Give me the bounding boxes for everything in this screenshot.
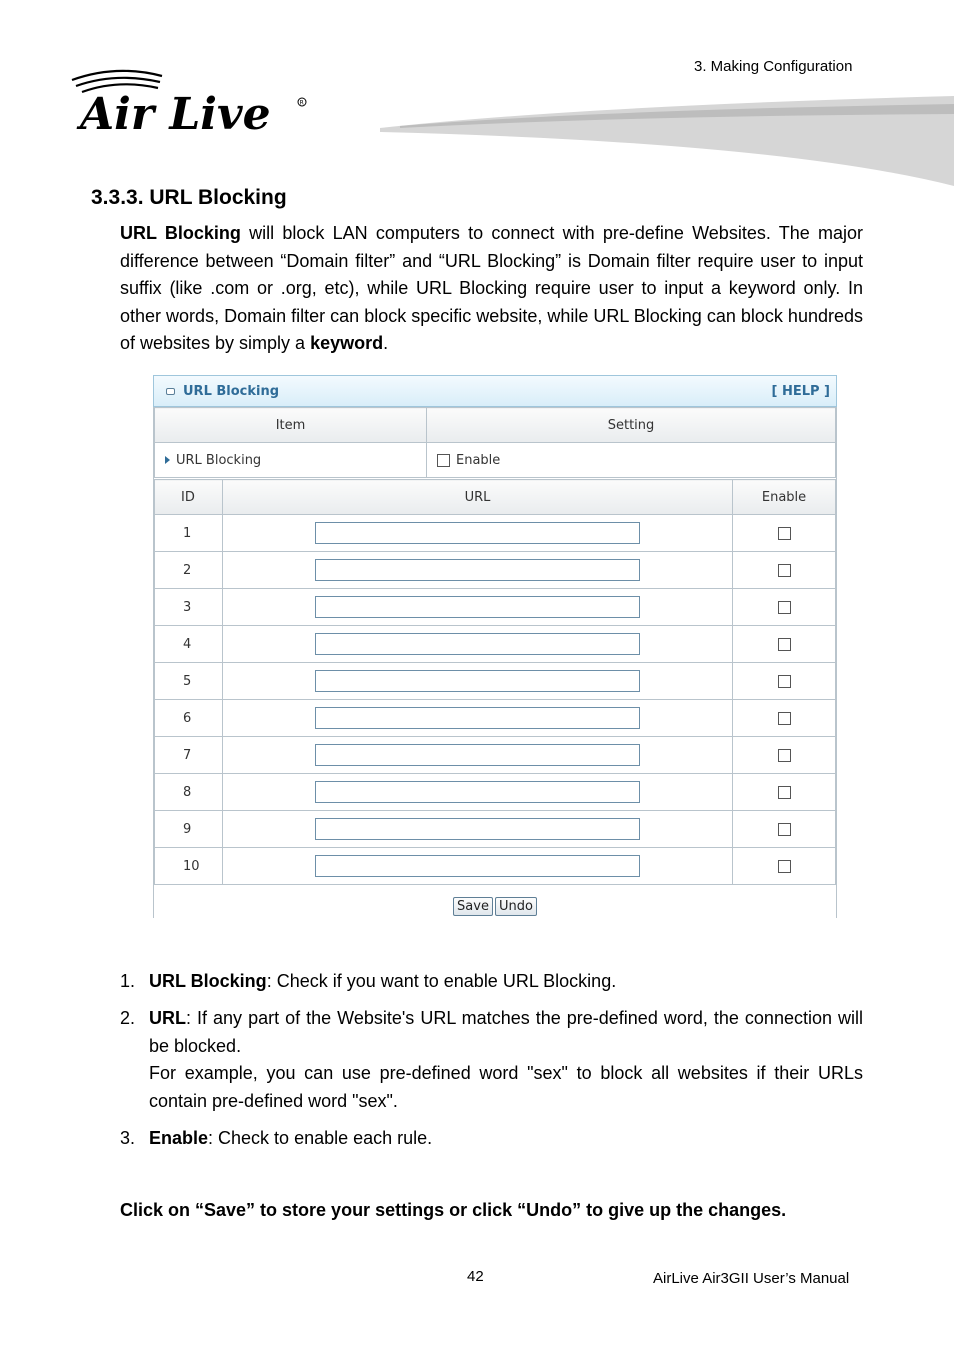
svg-text:Air Live: Air Live: [80, 89, 271, 136]
rule-enable-checkbox[interactable]: [778, 601, 791, 614]
url-column-header: URL: [223, 480, 733, 515]
enable-cell: [733, 811, 836, 848]
url-cell: [223, 589, 733, 626]
url-rule-row: [155, 663, 836, 700]
enable-cell: [733, 774, 836, 811]
enable-cell: [733, 663, 836, 700]
triangle-right-icon: [165, 456, 170, 464]
url-input[interactable]: [315, 633, 640, 655]
manual-title: AirLive Air3GII User’s Manual: [653, 1270, 850, 1287]
button-row: [154, 885, 836, 933]
rule-id: 5: [155, 663, 223, 700]
url-input[interactable]: [315, 522, 640, 544]
url-rule-row: [155, 848, 836, 885]
intro-text: will block LAN computers to connect with pre-define Websites. The major difference between “Domain filter” and “URL Blocking” is Domain filter require user to input suffix (like .com or .org, etc), while URL Blocking require user to input a keyword only. In other words, Domain filter can block specific website, while URL Blocking can block hundreds of websites by simply a: [120, 223, 863, 353]
url-input[interactable]: [315, 818, 640, 840]
id-column-header: ID: [155, 480, 223, 515]
page-number: 42: [467, 1268, 484, 1285]
enable-cell: [733, 737, 836, 774]
rule-id: 3: [155, 589, 223, 626]
enable-cell: [733, 552, 836, 589]
url-rule-row: [155, 737, 836, 774]
enable-label: Enable: [456, 452, 501, 468]
list-number: 3.: [120, 1128, 136, 1148]
url-rule-row: [155, 552, 836, 589]
rule-enable-checkbox[interactable]: [778, 786, 791, 799]
url-input[interactable]: [315, 781, 640, 803]
enable-cell: [733, 626, 836, 663]
rule-enable-checkbox[interactable]: [778, 527, 791, 540]
enable-cell: [733, 848, 836, 885]
url-rule-row: [155, 626, 836, 663]
rule-id: 7: [155, 737, 223, 774]
intro-end: .: [383, 333, 389, 353]
setting-column-header: Setting: [427, 408, 836, 443]
item-column-header: Item: [155, 408, 427, 443]
url-cell: [223, 552, 733, 589]
rule-id: 9: [155, 811, 223, 848]
closing-note: Click on “Save” to store your settings or click “Undo” to give up the changes.: [120, 1200, 787, 1220]
url-table: [154, 479, 836, 885]
url-input[interactable]: [315, 744, 640, 766]
list-number: 2.: [120, 1008, 136, 1028]
chapter-header: 3. Making Configuration: [694, 58, 853, 75]
enable-cell: [733, 700, 836, 737]
list-text: [149, 968, 863, 996]
rule-id: 4: [155, 626, 223, 663]
section-title: 3.3.3. URL Blocking: [91, 186, 287, 209]
url-blocking-enable-checkbox[interactable]: [437, 454, 450, 467]
url-cell: [223, 811, 733, 848]
list-desc: : If any part of the Website's URL matches the pre-defined word, the connection will be blocked.: [149, 1008, 863, 1056]
url-rule-row: [155, 811, 836, 848]
enable-cell: [733, 589, 836, 626]
rule-id: 8: [155, 774, 223, 811]
list-desc: : Check to enable each rule.: [208, 1128, 433, 1148]
rule-enable-checkbox[interactable]: [778, 675, 791, 688]
enable-cell: [733, 515, 836, 552]
url-input[interactable]: [315, 707, 640, 729]
save-button[interactable]: Save: [453, 897, 493, 916]
rule-enable-checkbox[interactable]: [778, 712, 791, 725]
url-cell: [223, 774, 733, 811]
rule-id: 1: [155, 515, 223, 552]
rule-enable-checkbox[interactable]: [778, 823, 791, 836]
airlive-logo: [66, 66, 316, 136]
url-rule-row: [155, 515, 836, 552]
url-input[interactable]: [315, 670, 640, 692]
list-text: [149, 1125, 863, 1153]
settings-table: [154, 407, 836, 478]
url-cell: [223, 737, 733, 774]
url-cell: [223, 626, 733, 663]
list-term: Enable: [149, 1128, 209, 1148]
panel-header: [153, 375, 837, 407]
rule-id: 10: [155, 848, 223, 885]
url-blocking-panel: [153, 375, 837, 918]
svg-text:R: R: [299, 99, 304, 107]
intro-keyword: keyword: [310, 333, 384, 353]
url-cell: [223, 515, 733, 552]
url-rule-row: [155, 700, 836, 737]
list-desc: : Check if you want to enable URL Blocking.: [266, 971, 617, 991]
rule-enable-checkbox[interactable]: [778, 638, 791, 651]
url-input[interactable]: [315, 855, 640, 877]
list-example: For example, you can use pre-defined word "sex" to block all websites if their URLs contain pre-defined word "sex".: [149, 1063, 863, 1111]
intro-bold-term: URL Blocking: [120, 223, 241, 243]
enable-setting: [427, 443, 836, 478]
url-cell: [223, 663, 733, 700]
enable-column-header: Enable: [733, 480, 836, 515]
list-number: 1.: [120, 971, 136, 991]
header-swoosh: [380, 92, 954, 192]
url-blocking-item: [155, 443, 427, 478]
rule-enable-checkbox[interactable]: [778, 749, 791, 762]
list-text: [149, 1005, 863, 1115]
panel-bullet-icon: [166, 388, 175, 395]
url-blocking-label: URL Blocking: [176, 452, 262, 468]
url-rule-row: [155, 589, 836, 626]
url-cell: [223, 848, 733, 885]
panel-title: URL Blocking: [183, 383, 280, 399]
rule-enable-checkbox[interactable]: [778, 564, 791, 577]
list-term: URL: [149, 1008, 186, 1028]
rule-enable-checkbox[interactable]: [778, 860, 791, 873]
intro-paragraph: [120, 220, 863, 358]
rule-id: 6: [155, 700, 223, 737]
url-rule-row: [155, 774, 836, 811]
url-input[interactable]: [315, 596, 640, 618]
url-cell: [223, 700, 733, 737]
url-input[interactable]: [315, 559, 640, 581]
undo-button[interactable]: Undo: [495, 897, 537, 916]
list-term: URL Blocking: [149, 971, 267, 991]
rule-id: 2: [155, 552, 223, 589]
help-link[interactable]: [ HELP ]: [771, 383, 830, 399]
